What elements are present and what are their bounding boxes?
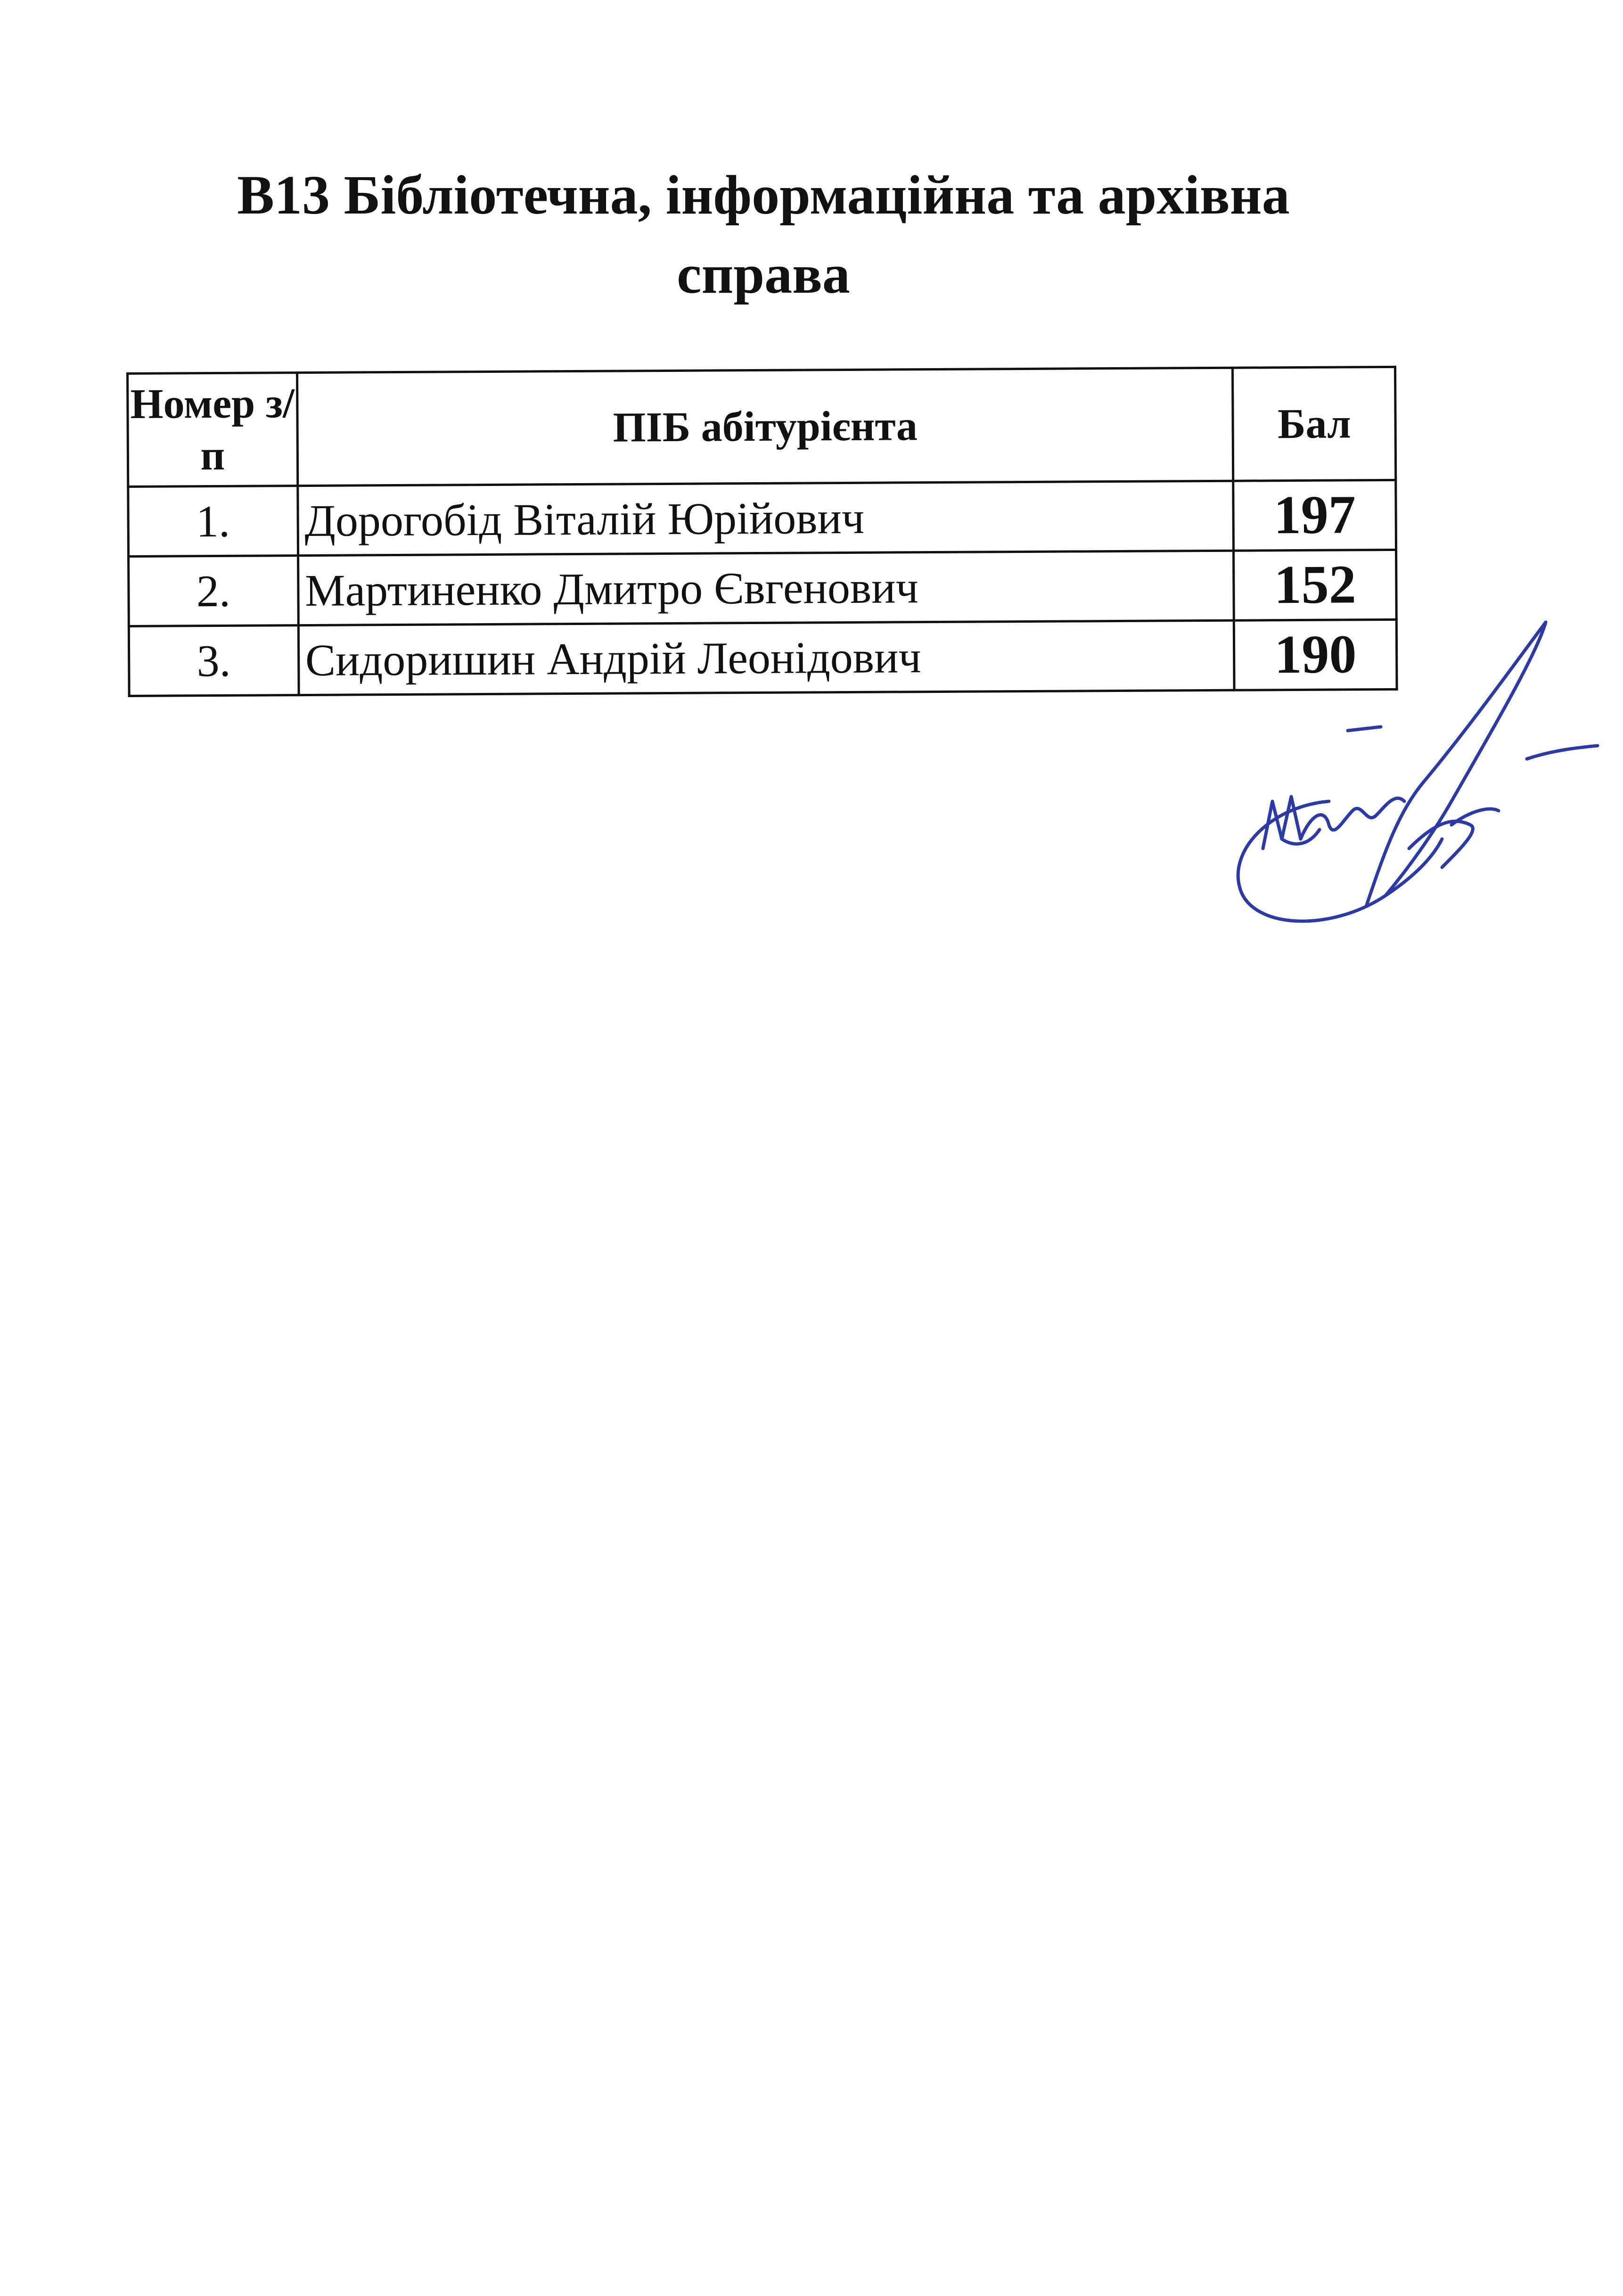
row-number: 2. [129, 556, 299, 626]
row-name: Мартиненко Дмитро Євгенович [298, 551, 1234, 625]
header-number: Номер з/п [128, 373, 298, 487]
row-number: 1. [128, 486, 298, 557]
row-score: 152 [1234, 550, 1396, 620]
table-row [128, 480, 1396, 556]
header-score: Бал [1233, 367, 1396, 481]
header-name: ПІБ абітурієнта [297, 368, 1233, 486]
row-score: 197 [1233, 480, 1396, 551]
row-name: Сидоришин Андрій Леонідович [298, 620, 1234, 695]
row-number: 3. [129, 625, 299, 696]
row-score: 190 [1234, 619, 1397, 690]
handwritten-signature [1188, 603, 1602, 962]
page-title-line-2: справа [677, 243, 850, 305]
row-name: Дорогобід Віталій Юрійович [297, 481, 1233, 555]
page-title [141, 156, 1385, 314]
table-header-row [128, 367, 1396, 486]
page-title-line-1: В13 Бібліотечна, інформаційна та архівна [237, 164, 1290, 226]
